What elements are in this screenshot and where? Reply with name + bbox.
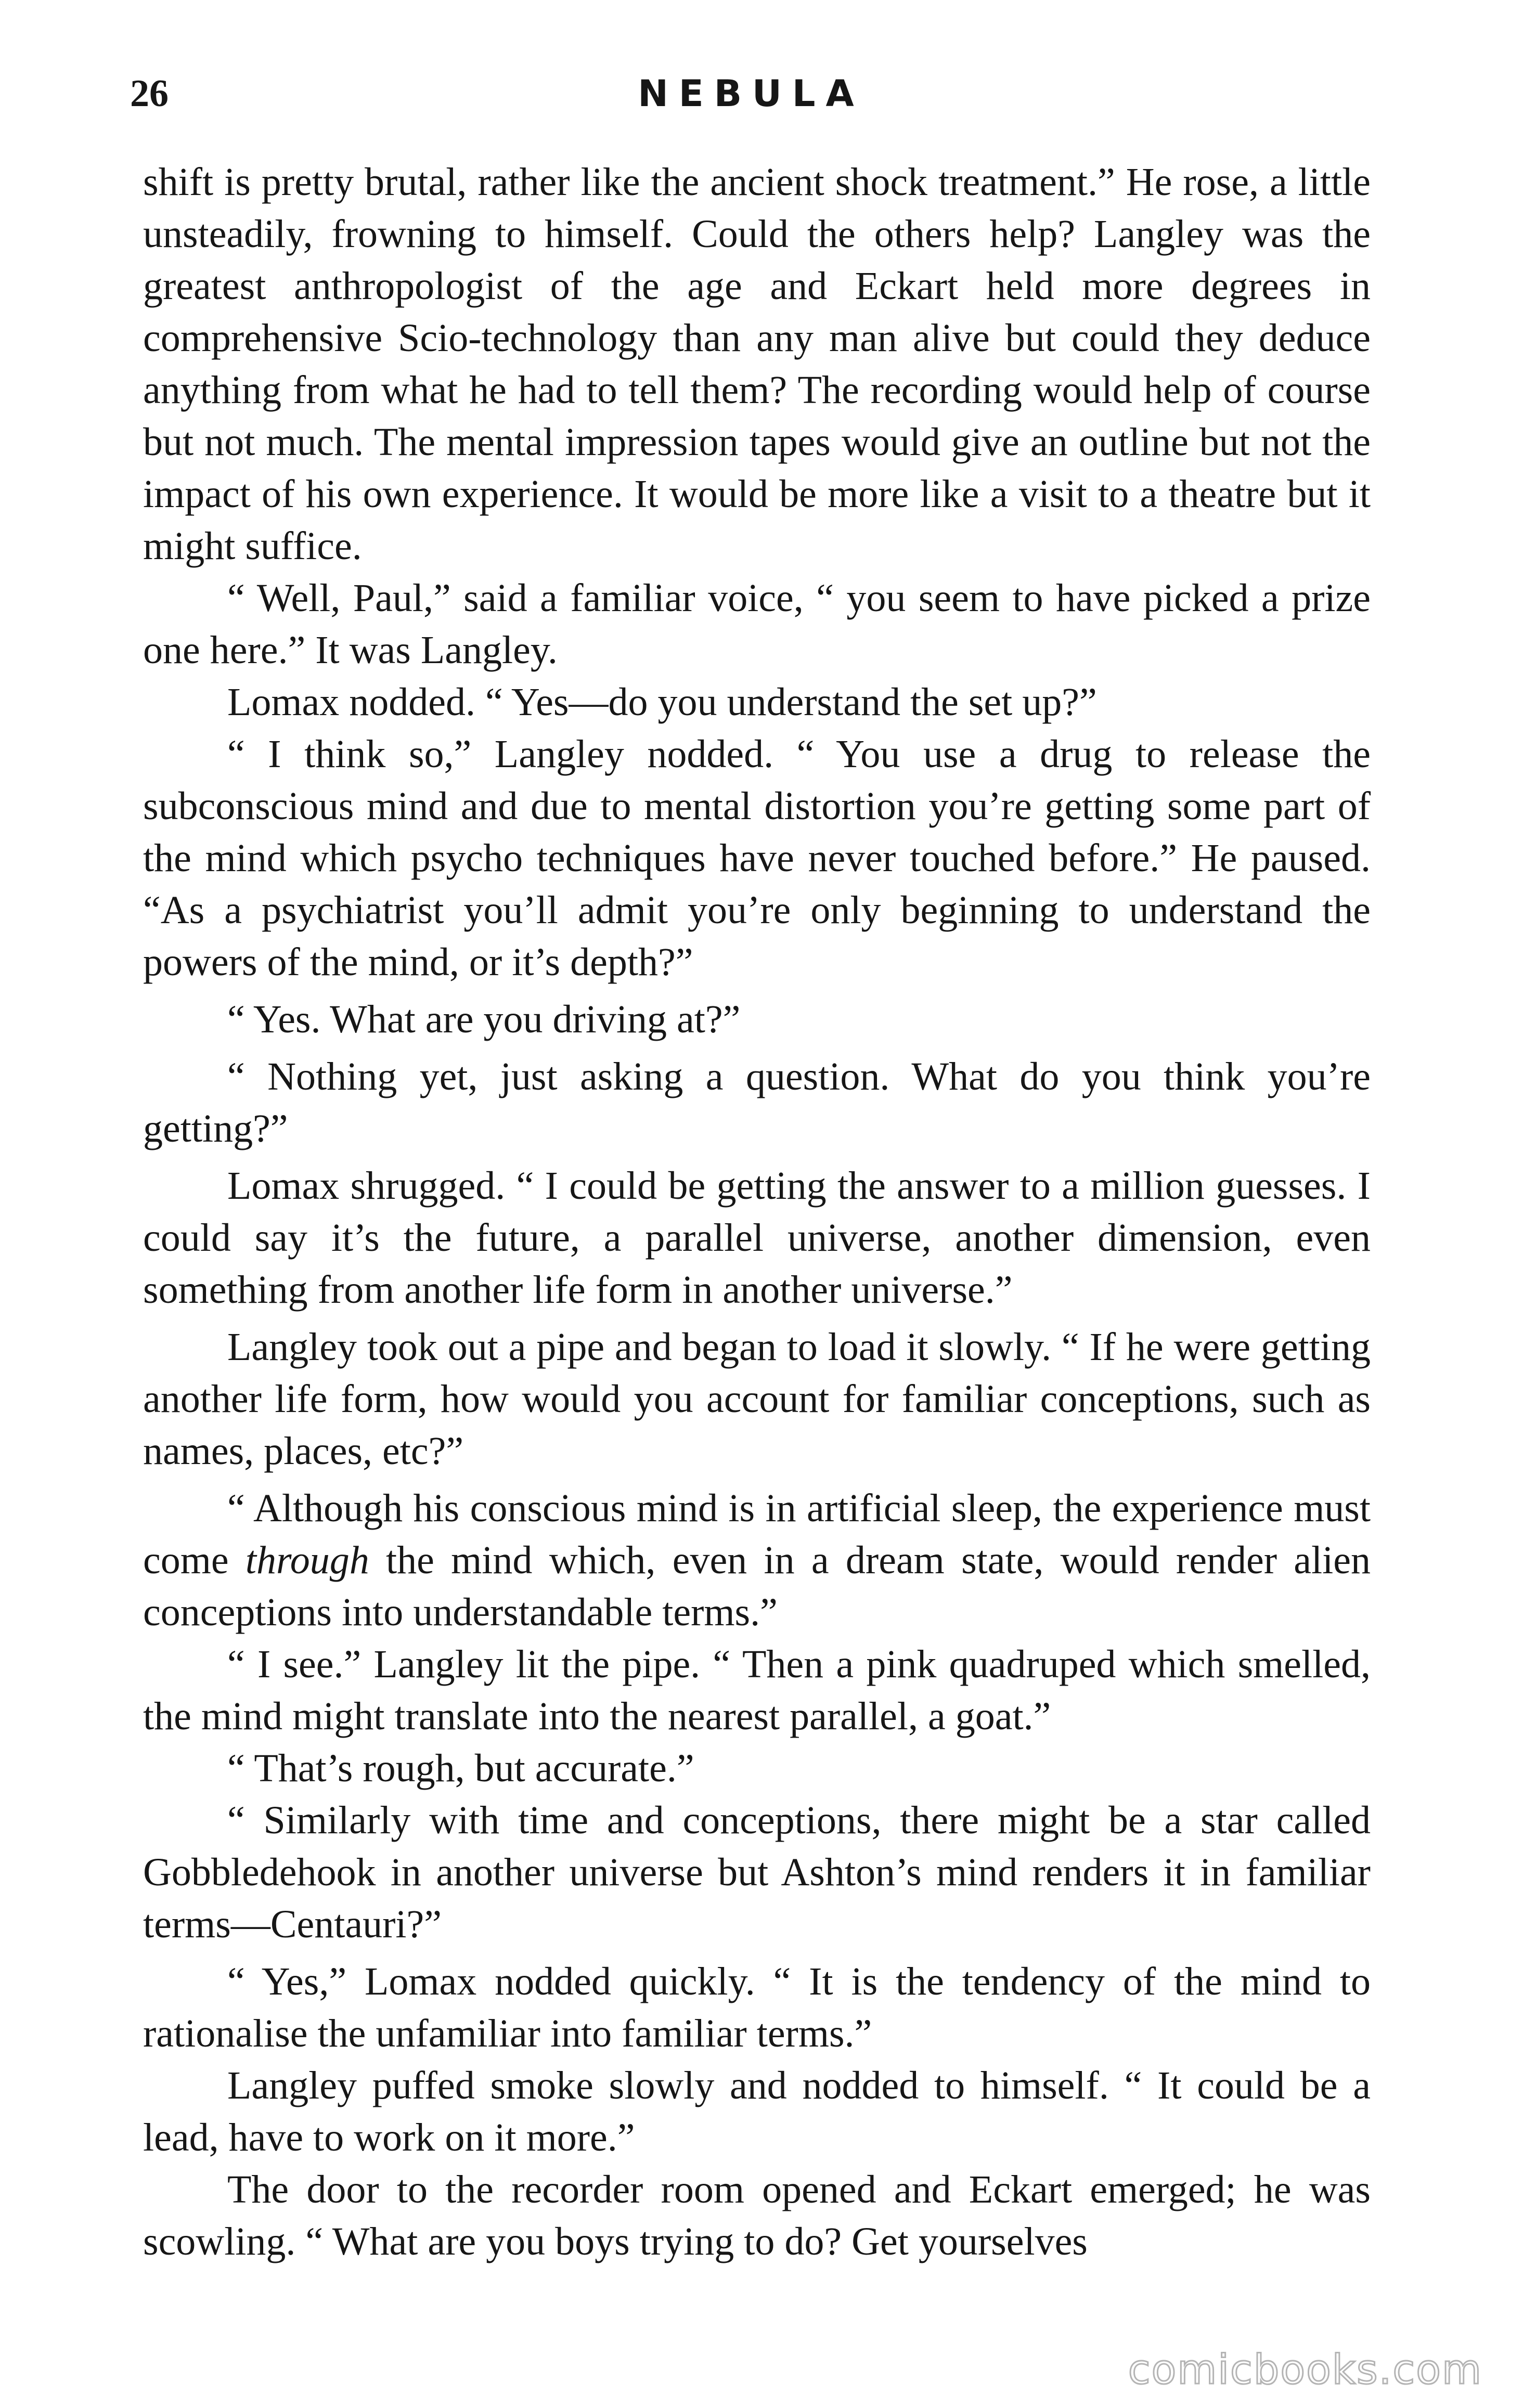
text-span: Langley puffed smoke slowly and nodded to himself. “ It could be a lead, have to work on it more.” [143, 2064, 1371, 2159]
paragraph-7 [143, 1160, 1371, 1316]
text-span: Lomax nodded. “ Yes—do you understand the set up?” [227, 680, 1097, 724]
page-number: 26 [130, 72, 169, 115]
paragraph-8 [143, 1321, 1371, 1477]
paragraph-9 [143, 1482, 1371, 1638]
text-span: “ Well, Paul,” said a familiar voice, “ you seem to have picked a prize one here.” It was Langley. [143, 576, 1371, 672]
paragraph-14 [143, 2060, 1371, 2164]
paragraph-1 [143, 156, 1371, 572]
paragraph-12 [143, 1794, 1371, 1950]
paragraph-10 [143, 1638, 1371, 1742]
paragraph-11 [143, 1742, 1371, 1794]
paragraph-15 [143, 2164, 1371, 2268]
text-span: the mind which, even in a dream state, would render alien conceptions into understandable terms.” [143, 1538, 1371, 1634]
paragraph-6 [143, 1051, 1371, 1155]
watermark: comicbooks.com [1128, 2347, 1482, 2393]
running-title: NEBULA [638, 72, 864, 115]
paragraph-3 [143, 676, 1371, 728]
text-span: “ Yes. What are you driving at?” [227, 998, 741, 1041]
paragraph-5 [143, 993, 1371, 1045]
paragraph-4 [143, 728, 1371, 988]
text-span: “ Although his conscious mind is in artificial sleep, the experience must come [143, 1486, 1371, 1582]
body-text [143, 156, 1371, 2268]
text-span: “ Nothing yet, just asking a question. What do you think you’re getting?” [143, 1055, 1371, 1150]
text-span: shift is pretty brutal, rather like the ancient shock treatment.” He rose, a little unsteadily, frowning to himself. Could the others help? Langley was the greatest anthropologist of the age and Eckart held more degrees in comprehensive Scio-technology than any man alive but could they deduce anything from what he had to tell them? The recording would help of course but not much. The mental impression tapes would give an outline but not the impact of his own experience. It would be more like a visit to a theatre but it might suffice. [143, 160, 1371, 568]
running-head [130, 65, 1372, 122]
text-span: “ I think so,” Langley nodded. “ You use a drug to release the subconscious mind and due to mental distortion you’re getting some part of the mind which psycho techniques have never touched before.” He paused. “As a psychiatrist you’ll admit you’re only beginning to understand the powers of the mind, or it’s depth?” [143, 732, 1371, 984]
text-span: Langley took out a pipe and began to load it slowly. “ If he were getting another life form, how would you account for familiar conceptions, such as names, places, etc?” [143, 1325, 1371, 1473]
paragraph-13 [143, 1956, 1371, 2060]
text-span: “ Yes,” Lomax nodded quickly. “ It is the tendency of the mind to rationalise the unfamiliar into familiar terms.” [143, 1960, 1371, 2055]
text-span: “ Similarly with time and conceptions, there might be a star called Gobbledehook in another universe but Ashton’s mind renders it in familiar terms—Centauri?” [143, 1798, 1371, 1946]
text-span: Lomax shrugged. “ I could be getting the answer to a million guesses. I could say it’s the future, a parallel universe, another dimension, even something from another life form in another universe.” [143, 1164, 1371, 1312]
italic-span: through [245, 1538, 369, 1582]
text-span: The door to the recorder room opened and Eckart emerged; he was scowling. “ What are you boys trying to do? Get yourselves [143, 2168, 1371, 2263]
paragraph-2 [143, 572, 1371, 676]
text-span: “ I see.” Langley lit the pipe. “ Then a pink quadruped which smelled, the mind might translate into the nearest parallel, a goat.” [143, 1642, 1371, 1738]
text-span: “ That’s rough, but accurate.” [227, 1746, 694, 1790]
